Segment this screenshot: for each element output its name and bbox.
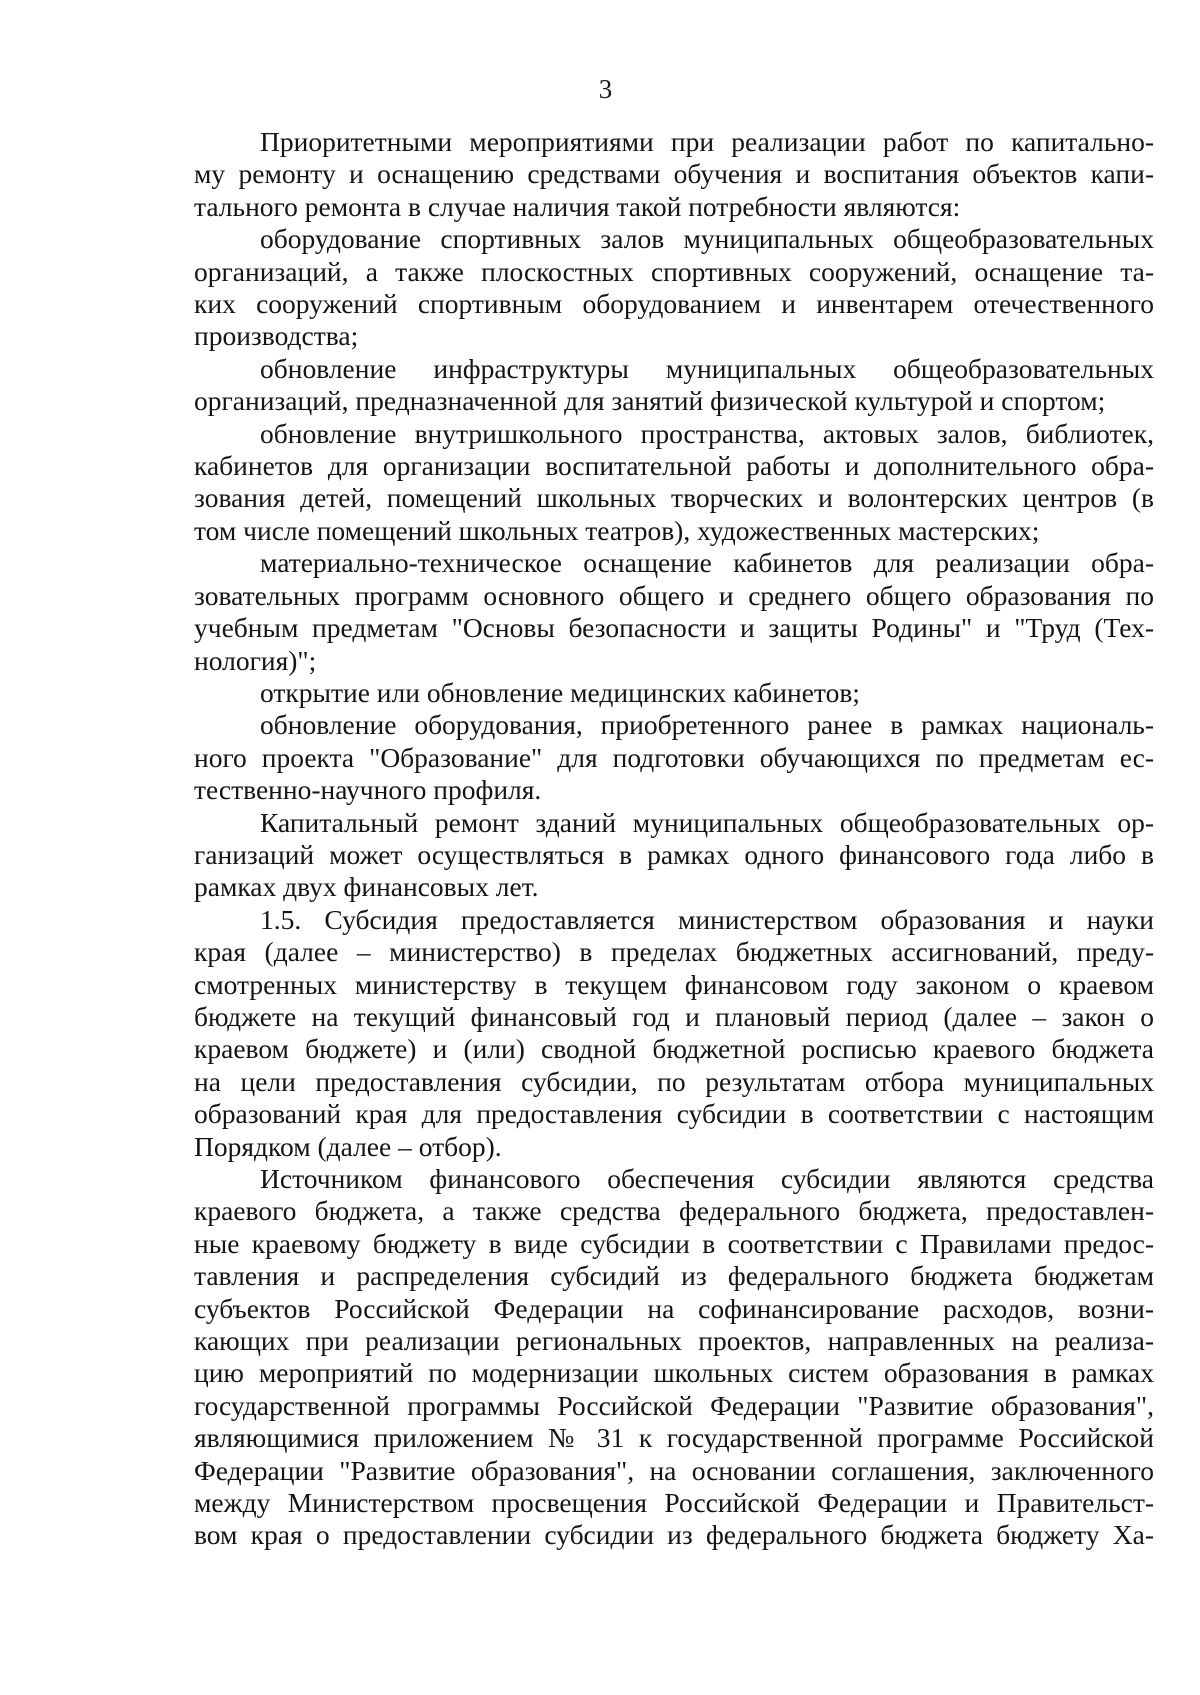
text-line: обновление внутришкольного пространства, актовых залов, библиотек, [260,417,1154,449]
text-line: обновление инфраструктуры муниципальных общеобразовательных [260,352,1154,384]
text-line: Федерации "Развитие образования", на основании соглашения, заключенного [194,1454,1154,1486]
text-line: рамках двух финансовых лет. [194,871,539,903]
text-line: кабинетов для организации воспитательной работы и дополнительного обра- [194,450,1154,482]
text-line: организаций, предназначенной для занятий физической культурой и спортом; [194,385,1106,417]
text-line: ких сооружений спортивным оборудованием и инвентарем отечественного [194,288,1154,320]
text-line: смотренных министерству в текущем финансовом году законом о краевом [194,968,1154,1000]
text-line: ного проекта "Образование" для подготовки обучающихся по предметам ес- [194,741,1154,773]
text-line: бюджете на текущий финансовый год и плановый период (далее – закон о [194,1000,1154,1032]
text-line: зования детей, помещений школьных творческих и волонтерских центров (в [194,482,1154,514]
page-number: 3 [598,74,613,104]
text-line: Источником финансового обеспечения субсидии являются средства [260,1163,1154,1194]
text-line: му ремонту и оснащению средствами обучения и воспитания объектов капи- [194,158,1154,190]
text-line: ные краевому бюджету в виде субсидии в соответствии с Правилами предос- [194,1227,1154,1259]
text-line: организаций, а также плоскостных спортивных сооружений, оснащение та- [194,255,1154,287]
text-line: краевого бюджета, а также средства федерального бюджета, предоставлен- [194,1195,1154,1227]
text-line: тального ремонта в случае наличия такой потребности являются: [194,190,961,222]
text-line: оборудование спортивных залов муниципальных общеобразовательных [260,223,1154,255]
text-line: тественно-научного профиля. [194,774,542,806]
text-line: том числе помещений школьных театров), художественных мастерских; [194,514,1040,546]
text-line: ганизаций может осуществляться в рамках одного финансового года либо в [194,838,1154,870]
text-line: зовательных программ основного общего и среднего общего образования по [194,579,1154,611]
text-line: цию мероприятий по модернизации школьных систем образования в рамках [194,1357,1154,1389]
text-line: являющимися приложением № 31 к государственной программе Российской [194,1422,1154,1454]
text-line: Порядком (далее – отбор). [194,1130,502,1162]
text-line: нология)"; [194,644,317,676]
text-line: открытие или обновление медицинских кабинетов; [260,676,860,708]
text-line: краевом бюджете) и (или) сводной бюджетной росписью краевого бюджета [194,1033,1154,1065]
text-line: вом края о предоставлении субсидии из федерального бюджета бюджету Ха- [194,1519,1154,1551]
text-line: Капитальный ремонт зданий муниципальных общеобразовательных ор- [260,806,1154,838]
text-line: субъектов Российской Федерации на софинансирование расходов, возни- [194,1292,1154,1324]
text-line: между Министерством просвещения Российской Федерации и Правительст- [194,1487,1154,1519]
text-line: Приоритетными мероприятиями при реализации работ по капитально- [260,126,1154,157]
text-line: 1.5. Субсидия предоставляется министерством образования и науки [260,903,1154,935]
text-line: производства; [194,320,359,352]
text-line: кающих при реализации региональных проектов, направленных на реализа- [194,1325,1154,1357]
text-line: обновление оборудования, приобретенного ранее в рамках националь- [260,709,1154,741]
text-line: учебным предметам "Основы безопасности и защиты Родины" и "Труд (Тех- [194,612,1154,644]
text-line: края (далее – министерство) в пределах бюджетных ассигнований, преду- [194,936,1154,968]
document-body [194,126,1154,1552]
text-line: государственной программы Российской Федерации "Развитие образования", [194,1389,1154,1421]
text-line: образований края для предоставления субсидии в соответствии с настоящим [194,1098,1154,1130]
text-line: материально-техническое оснащение кабинетов для реализации обра- [260,547,1154,579]
text-line: на цели предоставления субсидии, по результатам отбора муниципальных [194,1065,1154,1097]
text-line: тавления и распределения субсидий из федерального бюджета бюджетам [194,1260,1154,1292]
